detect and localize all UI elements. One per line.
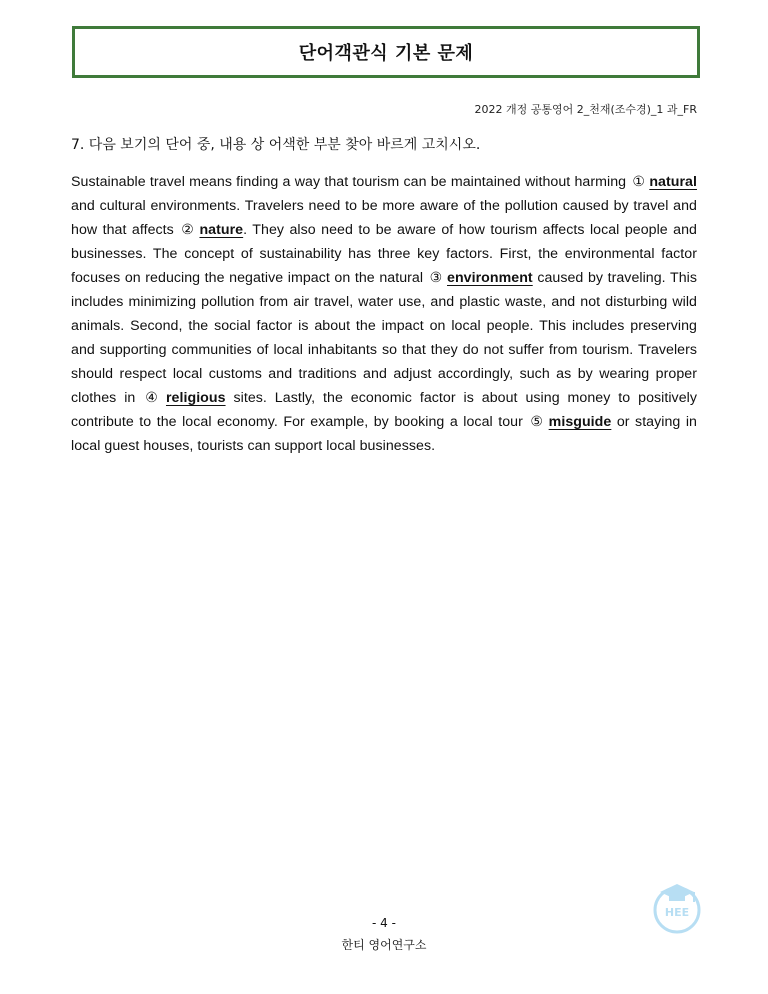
hee-logo-icon — [648, 878, 706, 936]
page-title: 단어객관식 기본 문제 — [298, 43, 474, 64]
choice-word: natural — [649, 174, 697, 190]
choice-word: misguide — [548, 414, 612, 430]
passage-text: and cultural environments. Travelers need to be more aware of the pollution caused by travel and how that affects — [71, 198, 697, 238]
passage-text: Sustainable travel means finding a way that tourism can be maintained without harming — [71, 174, 627, 190]
choice-word: nature — [199, 222, 244, 238]
page-number: - 4 - — [372, 916, 396, 930]
choice-number: ③ — [429, 270, 444, 286]
question-prompt: 7. 다음 보기의 단어 중, 내용 상 어색한 부분 찾아 바르게 고치시오. — [71, 137, 481, 153]
passage-text: or staying in local guest houses, tourists can support local businesses. — [71, 414, 697, 454]
choice-number: ② — [181, 222, 196, 238]
choice-number: ⑤ — [530, 414, 545, 430]
source-line: 2022 개정 공통영어 2_천재(조수경)_1 과_FR — [474, 103, 697, 116]
choice-number: ④ — [145, 390, 162, 406]
logo-text: HEE — [664, 906, 690, 919]
title-box — [72, 26, 700, 78]
choice-word: religious — [165, 390, 226, 406]
passage-text: sites. Lastly, the economic factor is about using money to positively contribute to the local economy. For example, by booking a local tour — [71, 390, 697, 430]
footer-organization: 한티 영어연구소 — [341, 938, 427, 952]
choice-number: ① — [632, 174, 646, 190]
choice-word: environment — [447, 270, 533, 286]
passage-text: caused by traveling. This includes minimizing pollution from air travel, water use, and plastic waste, and not disturbing wild animals. Second, the social factor is about the impact on local people. This includes preserving and supporting communities of local inhabitants so that they do not suffer from tourism. Travelers should respect local customs and traditions and adjust accordingly, such as by wearing proper clothes in — [71, 270, 697, 406]
passage-text: . They also need to be aware of how tourism affects local people and businesses. The concept of sustainability has three key factors. First, the environmental factor focuses on reducing the negative impact on the natural — [71, 222, 697, 286]
passage — [71, 170, 697, 458]
